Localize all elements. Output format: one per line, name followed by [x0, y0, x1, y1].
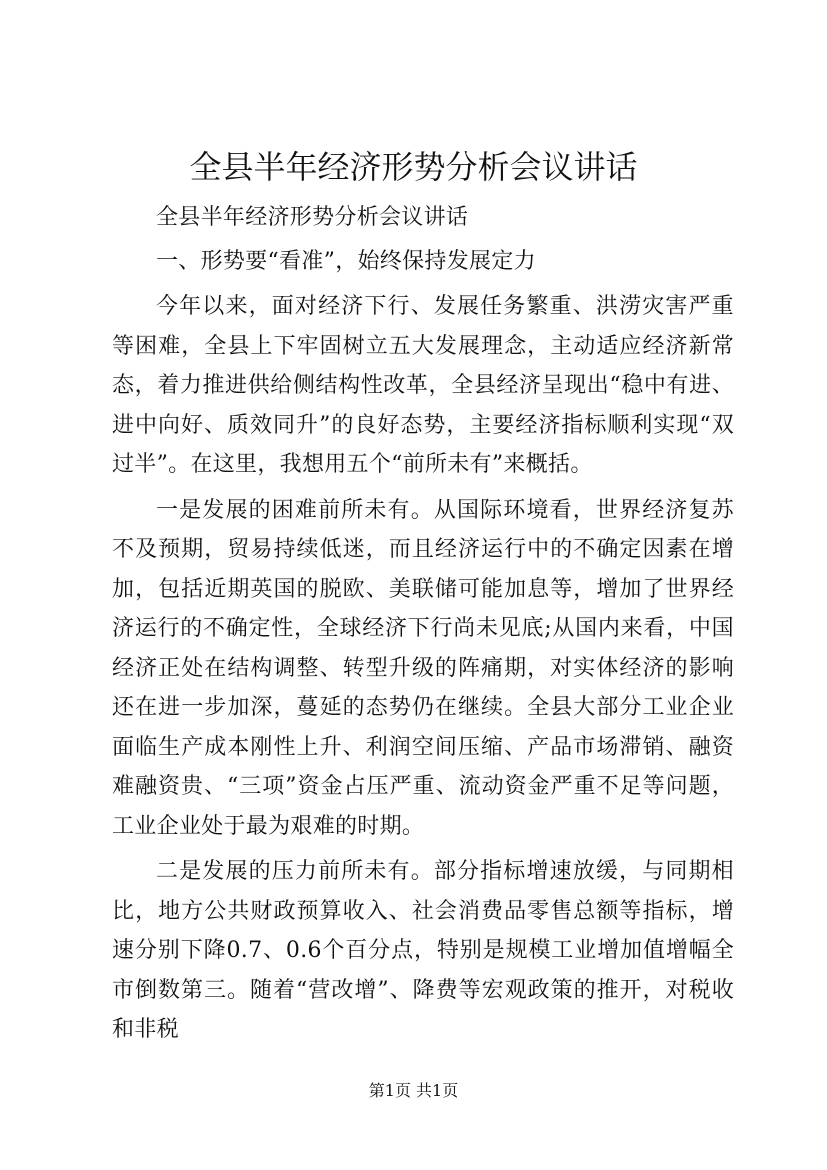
body-paragraph-difficulty: 一是发展的困难前所未有。从国际环境看，世界经济复苏不及预期，贸易持续低迷，而且经济运行中的不确定因素在增加，包括近期英国的脱欧、美联储可能加息等，增加了世界经济运行的不确定性，全球经济下行尚未见底;从国内来看，中国经济正处在结构调整、转型升级的阵痛期，对实体经济的影响还在进一步加深，蔓延的态势仍在继续。全县大部分工业企业面临生产成本刚性上升、利润空间压缩、产品市场滞销、融资难融资贵、“三项”资金占压严重、流动资金严重不足等问题，工业企业处于最为艰难的时期。	[112, 497, 734, 839]
section-heading: 一、形势要“看准”，始终保持发展定力	[156, 248, 536, 274]
document-body	[112, 198, 734, 1050]
subtitle-paragraph: 全县半年经济形势分析会议讲话	[156, 205, 469, 230]
document-title: 全县半年经济形势分析会议讲话	[189, 148, 638, 186]
body-paragraph-pressure: 二是发展的压力前所未有。部分指标增速放缓，与同期相比，地方公共财政预算收入、社会消费品零售总额等指标，增速分别下降0.7、0.6个百分点，特别是规模工业增加值增幅全市倒数第三。随着“营改增”、降费等宏观政策的推开，对税收和非税	[112, 859, 734, 1042]
page-number-footer: 第1页 共1页	[368, 1081, 459, 1100]
body-paragraph-intro: 今年以来，面对经济下行、发展任务繁重、洪涝灾害严重等困难，全县上下牢固树立五大发展理念，主动适应经济新常态，着力推进供给侧结构性改革，全县经济呈现出“稳中有进、进中向好、质效同升”的良好态势，主要经济指标顺利实现“双过半”。在这里，我想用五个“前所未有”来概括。	[112, 294, 734, 477]
